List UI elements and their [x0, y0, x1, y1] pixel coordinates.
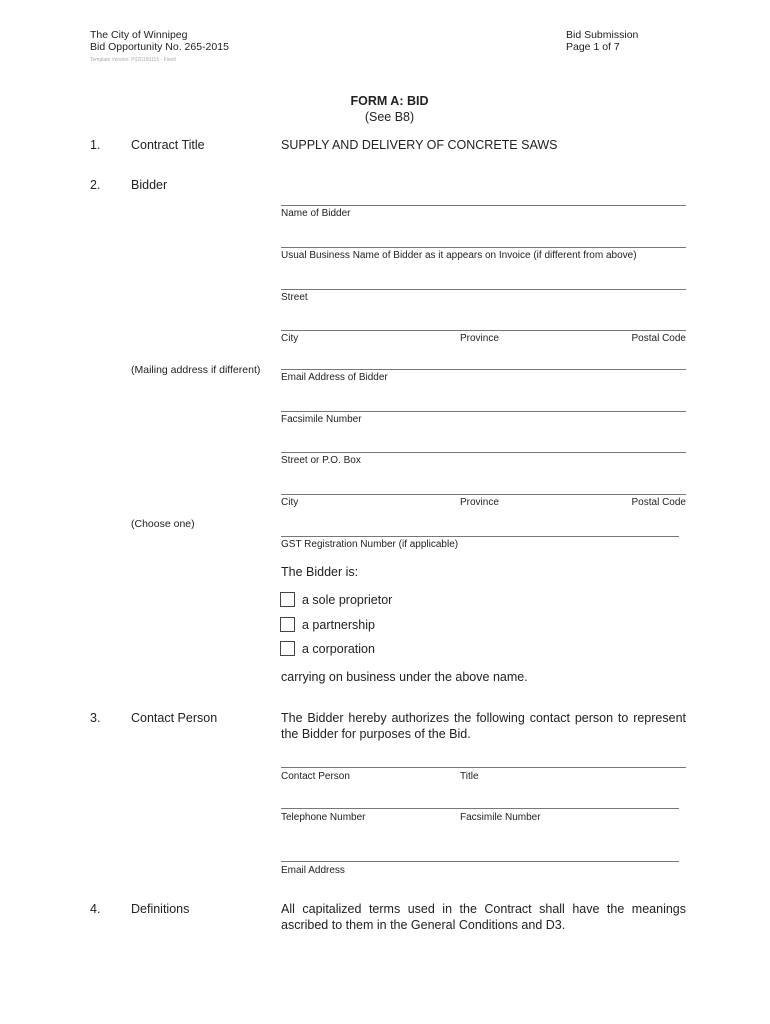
choose-one-note: (Choose one) — [131, 518, 195, 530]
corporation-label: a corporation — [302, 642, 375, 656]
header-bid-submission: Bid Submission — [566, 29, 639, 41]
fax-label: Facsimile Number — [281, 414, 362, 425]
city-label: City — [281, 333, 299, 344]
section-1-label: Contract Title — [131, 138, 205, 152]
bidder-name-line[interactable] — [281, 205, 686, 206]
partnership-label: a partnership — [302, 618, 375, 632]
bidder-name-label: Name of Bidder — [281, 208, 351, 219]
street-label: Street — [281, 292, 308, 303]
header-template-version: Template Version: P020150115 - Fixed — [90, 57, 176, 63]
contact-fax-label: Facsimile Number — [460, 812, 541, 823]
sole-proprietor-checkbox[interactable] — [280, 592, 295, 607]
postal-code-label: Postal Code — [631, 333, 686, 344]
business-name-line[interactable] — [281, 247, 686, 248]
section-3-number: 3. — [90, 711, 101, 725]
street-po-line[interactable] — [281, 452, 686, 453]
section-2-number: 2. — [90, 178, 101, 192]
contract-title-value: SUPPLY AND DELIVERY OF CONCRETE SAWS — [281, 138, 558, 152]
telephone-fax-line[interactable] — [281, 808, 679, 809]
section-3-label: Contact Person — [131, 711, 218, 725]
postal-code-label-2: Postal Code — [631, 497, 686, 508]
email-label: Email Address of Bidder — [281, 372, 388, 383]
gst-label: GST Registration Number (if applicable) — [281, 539, 459, 550]
telephone-label: Telephone Number — [281, 812, 366, 823]
contact-person-label: Contact Person — [281, 771, 350, 782]
header-bid-opportunity: Bid Opportunity No. 265-2015 — [90, 41, 229, 53]
carrying-on-business-text: carrying on business under the above name. — [281, 670, 528, 684]
partnership-checkbox[interactable] — [280, 617, 295, 632]
contact-person-title-line[interactable] — [281, 767, 686, 768]
form-title: FORM A: BID — [350, 94, 429, 108]
street-line[interactable] — [281, 289, 686, 290]
mailing-address-note: (Mailing address if different) — [131, 364, 261, 376]
contact-person-paragraph: The Bidder hereby authorizes the following contact person to represent the Bidder for purposes of the Bid. — [281, 711, 686, 741]
header-city: The City of Winnipeg — [90, 29, 188, 41]
title-label: Title — [460, 771, 479, 782]
contact-email-label: Email Address — [281, 865, 345, 876]
city-province-postal-line[interactable] — [281, 330, 686, 331]
section-4-label: Definitions — [131, 902, 190, 916]
header-page-number: Page 1 of 7 — [566, 41, 620, 53]
corporation-checkbox[interactable] — [280, 641, 295, 656]
fax-line[interactable] — [281, 411, 686, 412]
city-province-postal-line-2[interactable] — [281, 494, 686, 495]
province-label: Province — [460, 333, 499, 344]
contact-email-line[interactable] — [281, 861, 679, 862]
province-label-2: Province — [460, 497, 499, 508]
form-subtitle: (See B8) — [364, 110, 415, 124]
street-po-label: Street or P.O. Box — [281, 455, 361, 466]
city-label-2: City — [281, 497, 299, 508]
gst-line[interactable] — [281, 536, 679, 537]
section-2-label: Bidder — [131, 178, 168, 192]
business-name-label: Usual Business Name of Bidder as it appears on Invoice (if different from above) — [281, 250, 637, 261]
sole-proprietor-label: a sole proprietor — [302, 593, 393, 607]
email-line[interactable] — [281, 369, 686, 370]
definitions-paragraph: All capitalized terms used in the Contract shall have the meanings ascribed to them in the General Conditions and D3. — [281, 902, 686, 932]
section-1-number: 1. — [90, 138, 101, 152]
bidder-is-text: The Bidder is: — [281, 565, 359, 579]
section-4-number: 4. — [90, 902, 101, 916]
